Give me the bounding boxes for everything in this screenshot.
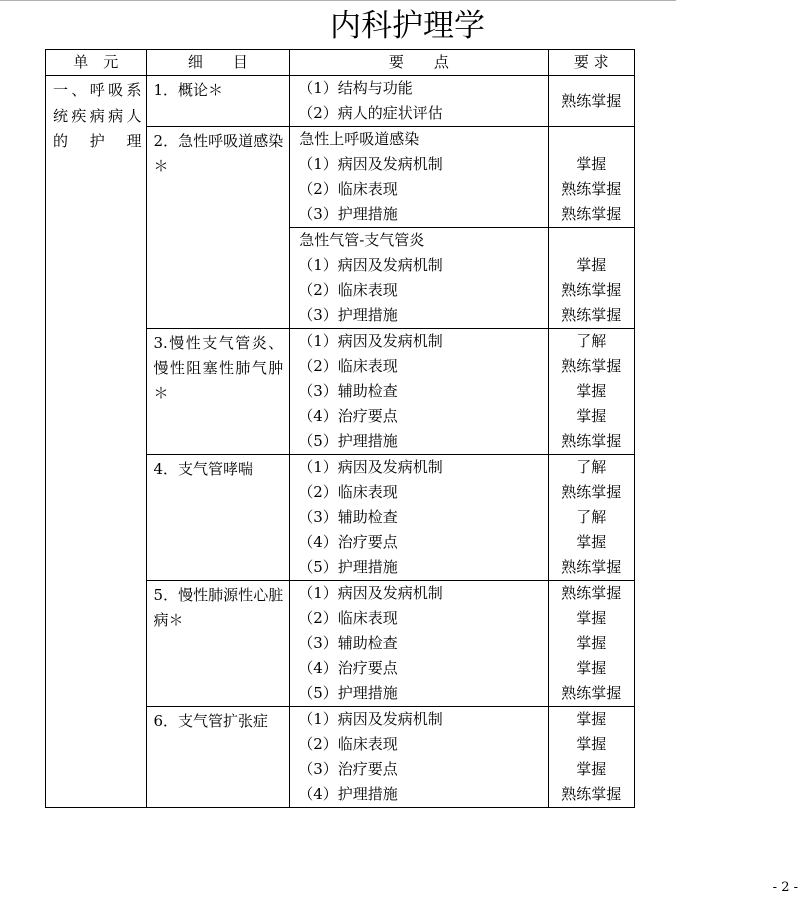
sub-item-cell: [146, 455, 290, 581]
point-item: （3）辅助检查: [298, 634, 398, 652]
level-item: 掌握: [576, 533, 607, 551]
points-cell: [290, 329, 548, 455]
point-item: （1）结构与功能: [298, 79, 413, 97]
sub-item-name: 6．支气管扩张症: [153, 712, 269, 730]
points-cell: [290, 455, 548, 581]
level-item: 熟练掌握: [561, 785, 622, 803]
point-item: （1）病因及发病机制: [298, 584, 443, 602]
points-cell: [290, 581, 548, 707]
point-item: （2）临床表现: [298, 735, 398, 753]
level-item: 熟练掌握: [561, 205, 622, 223]
sub-item-cell: [146, 581, 290, 707]
sub-item-name: 4．支气管哮喘: [153, 460, 254, 478]
point-item: （1）病因及发病机制: [298, 256, 443, 274]
levels-cell: [548, 707, 634, 808]
level-item: 掌握: [576, 382, 607, 400]
sub-item-cell: [146, 329, 290, 455]
level-item: 熟练掌握: [561, 432, 622, 450]
level-item: 了解: [576, 508, 607, 526]
sub-item-name: 2．急性呼吸道感染＊: [153, 132, 284, 175]
level-item: 熟练掌握: [561, 684, 622, 702]
levels-cell: [548, 127, 634, 228]
unit-cell: 一、呼吸系统疾病病人的护理: [46, 76, 147, 808]
sub-item-name: 1．概论＊: [153, 81, 224, 99]
header-row: [46, 50, 635, 76]
level-item: 熟练掌握: [561, 281, 622, 299]
point-item: （2）病人的症状评估: [298, 104, 443, 122]
level-item: 掌握: [576, 634, 607, 652]
syllabus-table: [45, 49, 635, 808]
point-item: （2）临床表现: [298, 180, 398, 198]
sub-item-cell: [146, 76, 290, 127]
sub-item-cell: [146, 127, 290, 329]
level-item: 掌握: [576, 735, 607, 753]
top-rule: [0, 0, 676, 1]
header-item: 细 目: [146, 50, 290, 76]
level-item: 了解: [576, 458, 607, 476]
level-item: 掌握: [576, 256, 607, 274]
points-cell: [290, 127, 548, 228]
point-item: （1）病因及发病机制: [298, 710, 443, 728]
point-item: （2）临床表现: [298, 357, 398, 375]
level-item: 熟练掌握: [561, 483, 622, 501]
points-cell: [290, 228, 548, 329]
point-item: （5）护理措施: [298, 558, 398, 576]
level-item: 掌握: [576, 710, 607, 728]
point-item: （2）临床表现: [298, 609, 398, 627]
point-item: （1）病因及发病机制: [298, 155, 443, 173]
levels-cell: [548, 455, 634, 581]
point-item: （3）辅助检查: [298, 382, 398, 400]
point-item: （3）护理措施: [298, 205, 398, 223]
level-item: 熟练掌握: [561, 91, 622, 110]
table-row: [46, 76, 635, 127]
level-item: 掌握: [576, 155, 607, 173]
level-item: 掌握: [576, 760, 607, 778]
level-item: 掌握: [576, 659, 607, 677]
level-item: 熟练掌握: [561, 357, 622, 375]
header-requirement: 要 求: [548, 50, 634, 76]
point-item: （4）治疗要点: [298, 533, 398, 551]
level-item: 熟练掌握: [561, 558, 622, 576]
point-item: （1）病因及发病机制: [298, 458, 443, 476]
level-item: 掌握: [576, 407, 607, 425]
point-item: （3）辅助检查: [298, 508, 398, 526]
page-number: - 2 -: [772, 880, 798, 895]
header-unit: 单 元: [46, 50, 147, 76]
header-points: 要 点: [290, 50, 548, 76]
points-cell: [290, 707, 548, 808]
level-item: 掌握: [576, 609, 607, 627]
point-item: （3）治疗要点: [298, 760, 398, 778]
section-heading: 急性上呼吸道感染: [299, 130, 420, 148]
point-item: （4）治疗要点: [298, 659, 398, 677]
level-item: 熟练掌握: [561, 180, 622, 198]
levels-cell: [548, 228, 634, 329]
point-item: （4）治疗要点: [298, 407, 398, 425]
sub-item-name: 5．慢性肺源性心脏病＊: [153, 586, 284, 629]
point-item: （3）护理措施: [298, 306, 398, 324]
levels-cell: [548, 76, 634, 127]
levels-cell: [548, 329, 634, 455]
level-item: 熟练掌握: [561, 306, 622, 324]
point-item: （1）病因及发病机制: [298, 332, 443, 350]
point-item: （4）护理措施: [298, 785, 398, 803]
page-title: 内科护理学: [330, 8, 485, 44]
point-item: （2）临床表现: [298, 483, 398, 501]
level-item: 熟练掌握: [561, 584, 622, 602]
levels-cell: [548, 581, 634, 707]
points-cell: [290, 76, 548, 127]
sub-item-name: 3.慢性支气管炎、慢性阻塞性肺气肿＊: [153, 334, 284, 402]
point-item: （2）临床表现: [298, 281, 398, 299]
sub-item-cell: [146, 707, 290, 808]
point-item: （5）护理措施: [298, 432, 398, 450]
level-item: 了解: [576, 332, 607, 350]
point-item: （5）护理措施: [298, 684, 398, 702]
section-heading: 急性气管-支气管炎: [299, 231, 425, 249]
